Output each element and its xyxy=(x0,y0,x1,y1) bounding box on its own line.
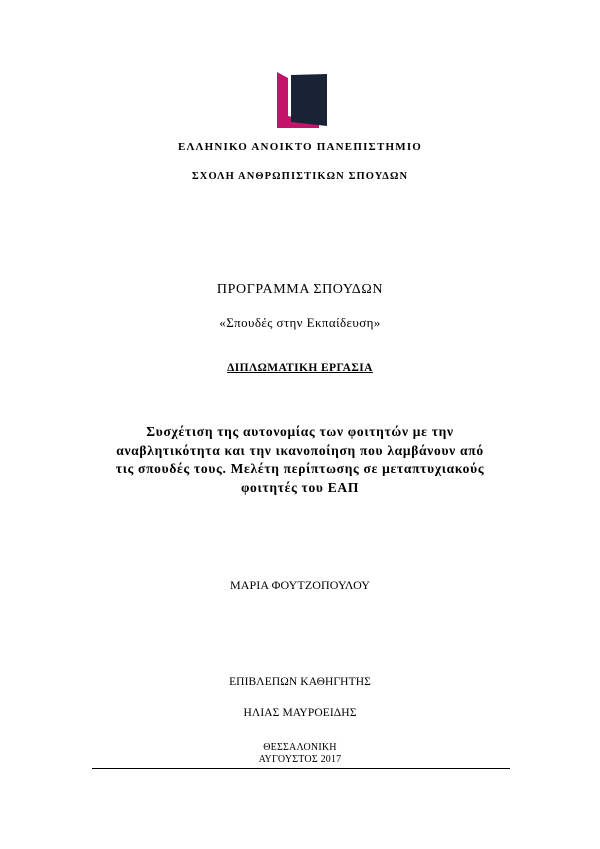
bottom-divider xyxy=(92,768,510,769)
program-name: «Σπουδές στην Εκπαίδευση» xyxy=(219,315,381,330)
thesis-title-line: φοιτητές του ΕΑΠ xyxy=(240,479,360,495)
thesis-title-line: αναβλητικότητα και την ικανοποίηση που λαμβάνουν από xyxy=(116,442,484,458)
university-logo-icon xyxy=(277,72,327,128)
university-name: ΕΛΛΗΝΙΚΟ ΑΝΟΙΚΤΟ ΠΑΝΕΠΙΣΤΗΜΙΟ xyxy=(177,141,423,153)
program-label: ΠΡΟΓΡΑΜΜΑ ΣΠΟΥΔΩΝ xyxy=(216,282,384,297)
thesis-title-line: τις σπουδές τους. Μελέτη περίπτωσης σε μεταπτυχιακούς xyxy=(115,461,485,476)
author-name: ΜΑΡΙΑ ΦΟΥΤΖΟΠΟΥΛΟΥ xyxy=(229,578,371,592)
thesis-title xyxy=(80,423,520,497)
thesis-title-line: Συσχέτιση της αυτονομίας των φοιτητών με την xyxy=(146,424,454,439)
thesis-type-heading: ΔΙΠΛΩΜΑΤΙΚΗ ΕΡΓΑΣΙΑ xyxy=(227,362,373,374)
supervisor-name: ΗΛΙΑΣ ΜΑΥΡΟΕΙΔΗΣ xyxy=(243,707,357,719)
school-name: ΣΧΟΛΗ ΑΝΘΡΩΠΙΣΤΙΚΩΝ ΣΠΟΥΔΩΝ xyxy=(191,171,409,182)
logo-navy-shape xyxy=(291,74,327,126)
date: ΑΥΓΟΥΣΤΟΣ 2017 xyxy=(258,754,342,765)
supervisor-label: ΕΠΙΒΛΕΠΩΝ ΚΑΘΗΓΗΤΗΣ xyxy=(229,676,371,688)
city: ΘΕΣΣΑΛΟΝΙΚΗ xyxy=(263,742,337,753)
